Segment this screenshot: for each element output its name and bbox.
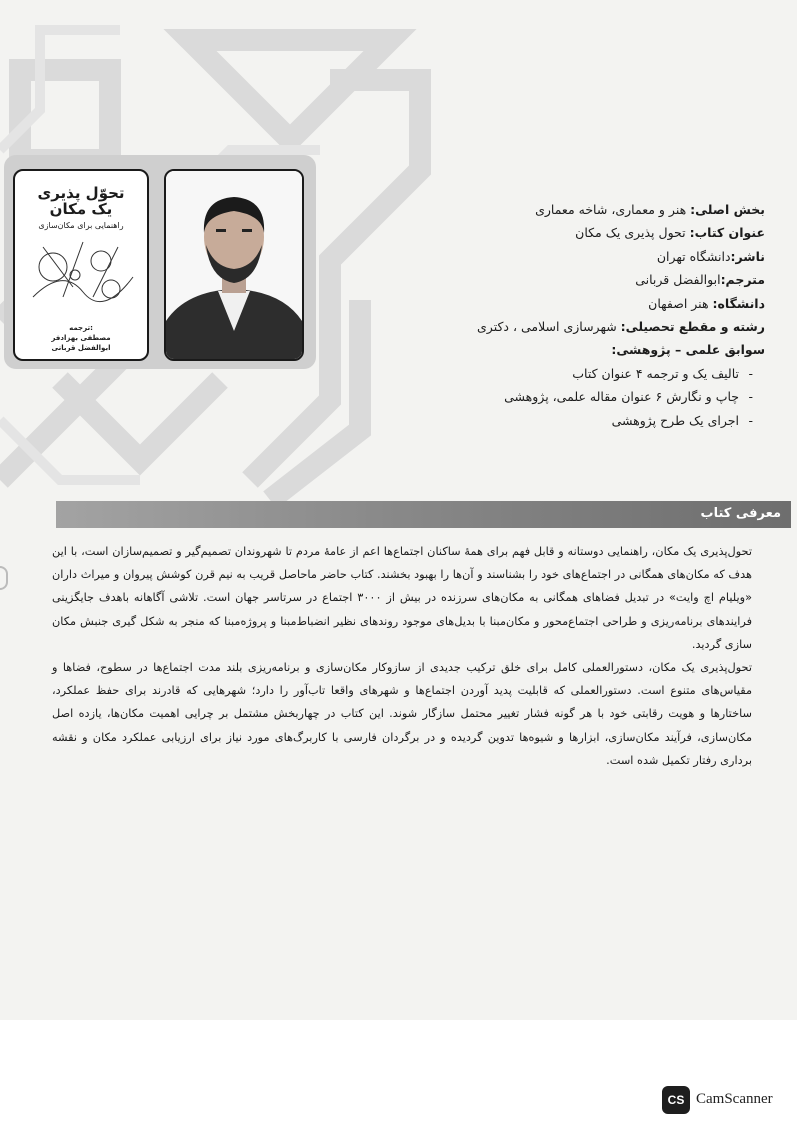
department-label: بخش اصلی:: [690, 202, 765, 217]
book-cover-illustration: [23, 237, 139, 307]
portrait-photo: [166, 171, 302, 359]
camscanner-logo-icon: CS: [662, 1086, 690, 1114]
images-frame: [4, 155, 316, 369]
intro-text: [52, 540, 752, 772]
book-cover-credits: [15, 323, 147, 353]
info-row-university: [365, 292, 765, 315]
department-value: هنر و معماری، شاخه معماری: [535, 202, 691, 217]
background-item: - اجرای یک طرح پژوهشی: [365, 409, 765, 432]
university-label: دانشگاه:: [712, 295, 765, 311]
book-cover-title-line1: تحوّل پذیری: [37, 184, 125, 202]
info-row-publisher: [365, 245, 765, 268]
book-cover: [13, 169, 149, 361]
field-label: رشته و مقطع تحصیلی:: [620, 319, 765, 335]
book-cover-translator-caption: ترجمه:: [69, 324, 93, 332]
book-title-value: تحول پذیری یک مکان: [575, 225, 690, 241]
translator-value: ابوالفضل قربانی: [635, 272, 721, 288]
info-row-background: [365, 338, 765, 361]
book-cover-title-line2: یک مکان: [49, 200, 113, 218]
book-title-label: عنوان کتاب:: [689, 225, 765, 241]
info-row-field: [365, 315, 765, 338]
translator-label: مترجم:: [720, 272, 765, 288]
field-value: شهرسازی اسلامی ، دکتری: [477, 319, 621, 335]
intro-paragraph: تحول‌پذیری یک مکان، راهنمایی دوستانه و قابل فهم برای همهٔ ساکنان اجتماع‌ها اعم از عامهٔ مردم تا شهروندان تصمیم‌گیر و تصمیم‌سازان است، با این هدف که مکان‌های همگانی در اجتماع‌های خود را بشناسند و آن‌ها را بهبود بخشند. کتاب حاضر ماحاصل قریب به نیم قرن کوشش پیروان و میراث داران «ویلیام اچ وایت» در تبدیل فضاهای همگانی به مکان‌های سرزنده در بیش از ۳۰۰۰ اجتماع در سرتاسر جهان است. تلاشی آگاهانه باهدف جایگزینی فرایندهای برنامه‌ریزی و طراحی اجتماع‌محور و مکان‌مبنا با بدیل‌های موجود روندهای نظیر انضباط‌مبنا و پروژه‌مبنا که منجر به شکل گیری جنبش مکان سازی گردید.: [52, 545, 752, 651]
author-portrait: [164, 169, 304, 361]
info-row-title: [365, 221, 765, 244]
info-row-department: [365, 198, 765, 221]
university-value: هنر اصفهان: [648, 295, 713, 311]
background-item: - تالیف یک و ترجمه ۴ عنوان کتاب: [365, 362, 765, 385]
publisher-label: ناشر:: [730, 248, 765, 264]
intro-paragraph: تحول‌پذیری یک مکان، دستورالعملی کامل برای خلق ترکیب جدیدی از سازوکار مکان‌سازی و برنامه‌ریزی بلند مدت اجتماع‌ها در سطوح، فضاها و مقیاس‌های متنوع است. دستورالعملی که قابلیت پدید آوردن اجتماع‌ها و شهرهای واقعا تاب‌آور را دارد؛ شهرهایی که قادرند برای حفظ عملکرد، ساختارها و هویت رقابتی خود با هر گونه فشار تغییر محتمل سازگار شوند. این کتاب در چهاربخش مشتمل بر چرایی اهمیت مکان‌ها، یازده اصل مکان‌سازی، فرآیند مکان‌سازی، ابزارها و شیوه‌ها تدوین گردیده و در برگردان فارسی با کاربرگ‌های مورد نیاز برای ارزیابی عملکرد مکان و نقشه برداری رفتار تکمیل شده است.: [52, 661, 752, 767]
intro-heading: معرفی کتاب: [700, 506, 781, 521]
book-cover-names: مصطفی بهزادفر ابوالفضل قربانی: [51, 334, 111, 352]
background-label: سوابق علمی – پژوهشی:: [611, 342, 765, 358]
book-cover-title: [15, 185, 147, 217]
camscanner-label: CamScanner: [696, 1091, 773, 1107]
background-item: - چاپ و نگارش ۶ عنوان مقاله علمی، پژوهشی: [365, 385, 765, 408]
intro-header-bar: [56, 501, 791, 528]
book-info: [365, 198, 765, 432]
publisher-value: دانشگاه تهران: [656, 248, 731, 264]
book-cover-subtitle: راهنمایی برای مکان‌سازی: [38, 221, 124, 230]
info-row-translator: [365, 268, 765, 291]
